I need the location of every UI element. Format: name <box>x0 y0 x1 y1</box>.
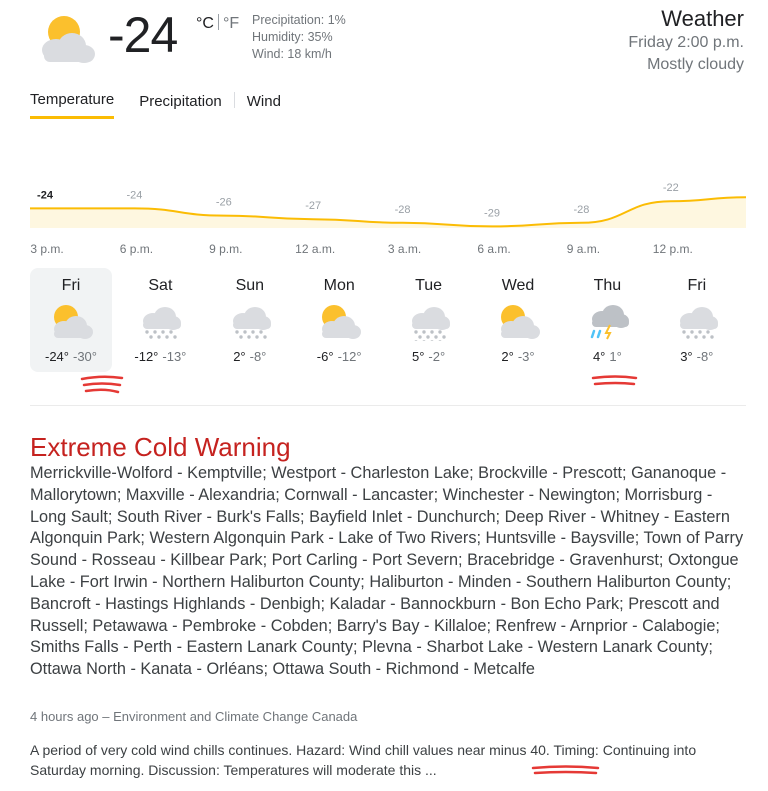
forecast-day-4[interactable] <box>388 268 470 372</box>
current-temperature: -24 <box>108 7 178 63</box>
forecast-day-6[interactable] <box>566 268 648 372</box>
forecast-high: 2° <box>233 349 246 364</box>
fahrenheit-unit[interactable]: °F <box>222 15 240 32</box>
forecast-day-name: Sat <box>148 277 173 294</box>
precipitation-text: Precipitation: 1% <box>252 13 346 27</box>
warning-source: 4 hours ago – Environment and Climate Change Canada <box>30 709 358 724</box>
forecast-day-name: Sun <box>235 277 265 294</box>
forecast-temps <box>119 349 201 364</box>
hour-label: 6 p.m. <box>119 242 154 256</box>
red-underline-annotation <box>590 374 640 388</box>
forecast-low: 1° <box>609 349 622 364</box>
unit-separator <box>218 14 219 30</box>
tab-temperature[interactable]: Temperature <box>30 88 114 119</box>
temperature-value-label: -24 <box>126 189 143 202</box>
hour-label: 3 p.m. <box>30 242 64 256</box>
forecast-high: 3° <box>680 349 693 364</box>
tab-separator <box>234 92 235 108</box>
heavy-snow-icon <box>402 301 456 341</box>
forecast-day-1[interactable] <box>119 268 201 372</box>
hour-label: 12 a.m. <box>295 242 336 256</box>
forecast-low: -8° <box>249 349 267 364</box>
snow-icon <box>223 301 277 341</box>
warning-title[interactable]: Extreme Cold Warning <box>30 432 291 462</box>
tab-precipitation[interactable]: Precipitation <box>139 92 222 110</box>
weather-datetime: Friday 2:00 p.m. <box>628 34 744 51</box>
hour-label: 9 a.m. <box>566 242 601 256</box>
partly-cloudy-icon <box>44 301 98 341</box>
forecast-day-name: Fri <box>61 277 81 294</box>
temperature-value-label: -24 <box>37 189 53 202</box>
weather-title: Weather <box>661 6 744 31</box>
hour-label: 3 a.m. <box>387 242 422 256</box>
forecast-low: -8° <box>696 349 714 364</box>
forecast-high: -12° <box>134 349 159 364</box>
temperature-value-label: -27 <box>305 200 322 213</box>
current-details <box>252 12 346 63</box>
forecast-day-3[interactable] <box>298 268 380 372</box>
hour-label: 12 p.m. <box>652 242 693 256</box>
partly-cloudy-icon <box>491 301 545 341</box>
partly-cloudy-icon <box>30 12 98 64</box>
humidity-text: Humidity: 35% <box>252 30 333 44</box>
forecast-low: -12° <box>337 349 362 364</box>
forecast-low: -13° <box>162 349 187 364</box>
tab-wind[interactable]: Wind <box>246 92 281 110</box>
partly-cloudy-icon <box>312 301 366 341</box>
forecast-day-0[interactable] <box>30 268 112 372</box>
temperature-value-label: -28 <box>573 203 590 216</box>
temperature-value-label: -29 <box>484 207 500 220</box>
wind-text: Wind: 18 km/h <box>252 47 332 61</box>
forecast-temps <box>388 349 470 364</box>
forecast-high: 5° <box>411 349 425 364</box>
forecast-day-name: Wed <box>501 277 535 294</box>
weather-header <box>628 6 744 76</box>
forecast-high: -24° <box>45 349 69 364</box>
forecast-day-5[interactable] <box>477 268 559 372</box>
snow-icon <box>670 301 724 341</box>
forecast-high: 2° <box>501 349 514 364</box>
forecast-low: -3° <box>517 349 535 364</box>
celsius-unit[interactable]: °C <box>196 15 214 32</box>
forecast-temps <box>209 349 291 364</box>
forecast-day-name: Fri <box>687 277 707 294</box>
forecast-low: -2° <box>428 349 446 364</box>
forecast-low: -30° <box>73 349 97 364</box>
forecast-high: 4° <box>592 349 606 364</box>
red-underline-annotation <box>78 373 126 395</box>
forecast-temps <box>566 349 648 364</box>
forecast-temps <box>656 349 738 364</box>
rain-thunder-icon <box>580 301 634 341</box>
hour-label: 9 p.m. <box>209 242 243 256</box>
section-divider <box>30 405 746 406</box>
temperature-value-label: -26 <box>215 196 232 209</box>
warning-areas: Merrickville-Wolford - Kemptville; Westport - Charleston Lake; Brockville - Prescott; Gananoque - Mallorytown; Maxville - Alexandria; Cornwall - Lancaster; Winchester - Newington; Morrisburg - Long Sault; South River - Burk's Falls; Bayfield Inlet - Dunchurch; Deep River - Whitney - Eastern Algonquin Park; Western Algonquin Park - Lake of Two Rivers; Huntsville - Baysville; Town of Parry Sound - Rosseau - Killbear Park; Port Carling - Port Severn; Bracebridge - Gravenhurst; Oxtongue Lake - Fort Irwin - Northern Haliburton County; Haliburton - Minden - Southern Haliburton County; Bancroft - Hastings Highlands - Denbigh; Kaladar - Bannockburn - Bon Echo Park; Prescott and Russell; Petawawa - Pembroke - Cobden; Barry's Bay - Killaloe; Renfrew - Arnprior - Calabogie; Smiths Falls - Perth - Eastern Lanark County; Plevna - Sharbot Lake - Western Lanark County; Ottawa North - Kanata - Orléans; Ottawa South - Richmond - Metcalfe <box>30 464 744 679</box>
forecast-day-2[interactable] <box>209 268 291 372</box>
forecast-day-name: Mon <box>323 277 355 294</box>
forecast-high: -6° <box>316 349 334 364</box>
daily-forecast <box>30 268 746 372</box>
hour-label: 6 a.m. <box>477 242 511 256</box>
forecast-day-name: Thu <box>593 277 622 294</box>
forecast-temps <box>298 349 380 364</box>
warning-description: A period of very cold wind chills continues. Hazard: Wind chill values near minus 40. Timing: Continuing into Saturday morning. Discussion: Temperatures will moderate this ... <box>30 742 697 778</box>
weather-tabs <box>30 88 281 119</box>
forecast-day-name: Tue <box>415 277 443 294</box>
temperature-value-label: -22 <box>662 182 679 195</box>
temperature-value-label: -28 <box>394 203 411 216</box>
forecast-temps <box>30 349 112 364</box>
snow-icon <box>133 301 187 341</box>
forecast-day-7[interactable] <box>656 268 738 372</box>
weather-condition: Mostly cloudy <box>647 56 744 73</box>
unit-toggle <box>196 14 239 33</box>
forecast-temps <box>477 349 559 364</box>
